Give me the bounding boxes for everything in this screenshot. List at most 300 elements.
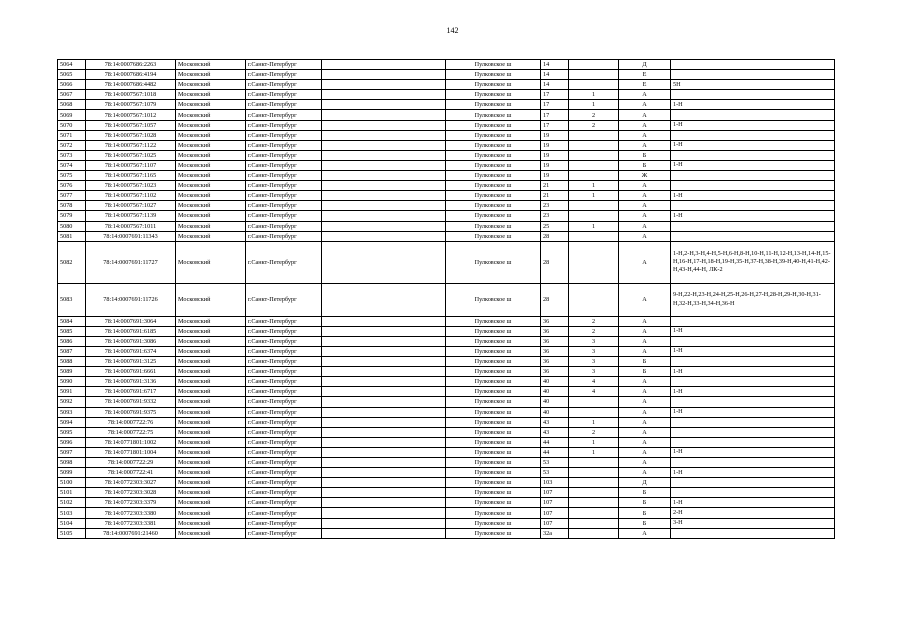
letter: А — [619, 120, 671, 130]
table-row — [58, 336, 835, 346]
house-number: 23 — [541, 201, 569, 211]
district: Московский — [176, 427, 246, 437]
street: Пулковское ш — [446, 478, 541, 488]
city: г.Санкт-Петербург — [246, 283, 322, 316]
letter: А — [619, 130, 671, 140]
cadastral-number: 78:14:0007567:1079 — [86, 100, 176, 110]
premises-note: 1-Н — [671, 211, 835, 221]
table-row — [58, 498, 835, 508]
house-number: 14 — [541, 60, 569, 70]
cadastral-number: 78:14:0007691:11727 — [86, 241, 176, 283]
empty-cell — [322, 181, 446, 191]
cadastral-number: 78:14:0007567:1012 — [86, 110, 176, 120]
table-row — [58, 417, 835, 427]
city: г.Санкт-Петербург — [246, 130, 322, 140]
city: г.Санкт-Петербург — [246, 478, 322, 488]
row-number: 5081 — [58, 231, 86, 241]
premises-note — [671, 427, 835, 437]
premises-note: 5Н — [671, 80, 835, 90]
row-number: 5067 — [58, 90, 86, 100]
house-number: 14 — [541, 80, 569, 90]
row-number: 5076 — [58, 181, 86, 191]
cadastral-number: 78:14:0007567:1025 — [86, 150, 176, 160]
street: Пулковское ш — [446, 150, 541, 160]
building-number: 2 — [569, 326, 619, 336]
district: Московский — [176, 357, 246, 367]
table-row — [58, 283, 835, 316]
house-number: 25 — [541, 221, 569, 231]
building-number — [569, 231, 619, 241]
building-number: 1 — [569, 191, 619, 201]
city: г.Санкт-Петербург — [246, 316, 322, 326]
district: Московский — [176, 191, 246, 201]
street: Пулковское ш — [446, 90, 541, 100]
district: Московский — [176, 70, 246, 80]
building-number — [569, 468, 619, 478]
cadastral-number: 78:14:0007567:1018 — [86, 90, 176, 100]
empty-cell — [322, 100, 446, 110]
premises-note — [671, 357, 835, 367]
house-number: 17 — [541, 90, 569, 100]
table-row — [58, 150, 835, 160]
empty-cell — [322, 140, 446, 150]
letter: А — [619, 90, 671, 100]
letter: А — [619, 458, 671, 468]
city: г.Санкт-Петербург — [246, 171, 322, 181]
row-number: 5088 — [58, 357, 86, 367]
table-row — [58, 357, 835, 367]
city: г.Санкт-Петербург — [246, 60, 322, 70]
empty-cell — [322, 201, 446, 211]
city: г.Санкт-Петербург — [246, 221, 322, 231]
table-row — [58, 231, 835, 241]
table-row — [58, 427, 835, 437]
house-number: 36 — [541, 336, 569, 346]
row-number: 5092 — [58, 397, 86, 407]
cadastral-number: 78:14:0007567:1023 — [86, 181, 176, 191]
building-number — [569, 407, 619, 417]
cadastral-number: 78:14:0007567:1102 — [86, 191, 176, 201]
city: г.Санкт-Петербург — [246, 498, 322, 508]
premises-note — [671, 171, 835, 181]
row-number: 5064 — [58, 60, 86, 70]
building-number — [569, 478, 619, 488]
table-row — [58, 70, 835, 80]
table-row — [58, 120, 835, 130]
table-row — [58, 346, 835, 356]
district: Московский — [176, 90, 246, 100]
street: Пулковское ш — [446, 160, 541, 170]
street: Пулковское ш — [446, 447, 541, 457]
letter: Б — [619, 160, 671, 170]
empty-cell — [322, 417, 446, 427]
city: г.Санкт-Петербург — [246, 518, 322, 528]
street: Пулковское ш — [446, 336, 541, 346]
premises-note: 1-Н — [671, 191, 835, 201]
row-number: 5103 — [58, 508, 86, 518]
city: г.Санкт-Петербург — [246, 367, 322, 377]
letter: Б — [619, 508, 671, 518]
empty-cell — [322, 508, 446, 518]
building-number: 1 — [569, 90, 619, 100]
letter: Е — [619, 80, 671, 90]
empty-cell — [322, 150, 446, 160]
registry-table — [57, 59, 835, 539]
city: г.Санкт-Петербург — [246, 160, 322, 170]
empty-cell — [322, 70, 446, 80]
empty-cell — [322, 357, 446, 367]
empty-cell — [322, 211, 446, 221]
row-number: 5095 — [58, 427, 86, 437]
street: Пулковское ш — [446, 80, 541, 90]
street: Пулковское ш — [446, 508, 541, 518]
building-number — [569, 488, 619, 498]
letter: А — [619, 231, 671, 241]
premises-note: 1-Н — [671, 407, 835, 417]
district: Московский — [176, 478, 246, 488]
premises-note — [671, 478, 835, 488]
house-number: 19 — [541, 150, 569, 160]
premises-note — [671, 397, 835, 407]
letter: А — [619, 468, 671, 478]
row-number: 5096 — [58, 437, 86, 447]
building-number — [569, 283, 619, 316]
building-number: 3 — [569, 357, 619, 367]
building-number — [569, 150, 619, 160]
street: Пулковское ш — [446, 488, 541, 498]
city: г.Санкт-Петербург — [246, 80, 322, 90]
table-row — [58, 100, 835, 110]
empty-cell — [322, 171, 446, 181]
building-number: 1 — [569, 221, 619, 231]
registry-body — [58, 60, 835, 539]
street: Пулковское ш — [446, 130, 541, 140]
letter: А — [619, 397, 671, 407]
street: Пулковское ш — [446, 283, 541, 316]
house-number: 28 — [541, 241, 569, 283]
building-number: 1 — [569, 100, 619, 110]
table-row — [58, 221, 835, 231]
city: г.Санкт-Петербург — [246, 377, 322, 387]
street: Пулковское ш — [446, 528, 541, 538]
building-number — [569, 528, 619, 538]
empty-cell — [322, 478, 446, 488]
city: г.Санкт-Петербург — [246, 70, 322, 80]
row-number: 5098 — [58, 458, 86, 468]
building-number — [569, 397, 619, 407]
table-row — [58, 140, 835, 150]
cadastral-number: 78:14:0007686:4194 — [86, 70, 176, 80]
district: Московский — [176, 326, 246, 336]
street: Пулковское ш — [446, 211, 541, 221]
district: Московский — [176, 211, 246, 221]
letter: А — [619, 283, 671, 316]
premises-note: 1-Н — [671, 468, 835, 478]
district: Московский — [176, 417, 246, 427]
city: г.Санкт-Петербург — [246, 508, 322, 518]
table-row — [58, 437, 835, 447]
building-number — [569, 241, 619, 283]
row-number: 5069 — [58, 110, 86, 120]
letter: А — [619, 377, 671, 387]
cadastral-number: 78:14:0007691:3064 — [86, 316, 176, 326]
city: г.Санкт-Петербург — [246, 140, 322, 150]
letter: А — [619, 110, 671, 120]
cadastral-number: 78:14:0007691:11726 — [86, 283, 176, 316]
house-number: 14 — [541, 70, 569, 80]
cadastral-number: 78:14:0007567:1165 — [86, 171, 176, 181]
city: г.Санкт-Петербург — [246, 201, 322, 211]
table-row — [58, 80, 835, 90]
cadastral-number: 78:14:0772303:3379 — [86, 498, 176, 508]
street: Пулковское ш — [446, 346, 541, 356]
city: г.Санкт-Петербург — [246, 458, 322, 468]
cadastral-number: 78:14:0771801:1002 — [86, 437, 176, 447]
district: Московский — [176, 231, 246, 241]
district: Московский — [176, 80, 246, 90]
cadastral-number: 78:14:0007691:11343 — [86, 231, 176, 241]
district: Московский — [176, 518, 246, 528]
building-number — [569, 80, 619, 90]
district: Московский — [176, 60, 246, 70]
cadastral-number: 78:14:0771801:1004 — [86, 447, 176, 457]
district: Московский — [176, 377, 246, 387]
city: г.Санкт-Петербург — [246, 397, 322, 407]
row-number: 5075 — [58, 171, 86, 181]
empty-cell — [322, 528, 446, 538]
row-number: 5073 — [58, 150, 86, 160]
empty-cell — [322, 377, 446, 387]
premises-note — [671, 316, 835, 326]
cadastral-number: 78:14:0007691:6185 — [86, 326, 176, 336]
building-number: 3 — [569, 367, 619, 377]
table-row — [58, 488, 835, 498]
table-row — [58, 201, 835, 211]
street: Пулковское ш — [446, 110, 541, 120]
house-number: 32а — [541, 528, 569, 538]
empty-cell — [322, 191, 446, 201]
street: Пулковское ш — [446, 518, 541, 528]
building-number — [569, 211, 619, 221]
house-number: 40 — [541, 407, 569, 417]
cadastral-number: 78:14:0007691:21460 — [86, 528, 176, 538]
street: Пулковское ш — [446, 427, 541, 437]
table-row — [58, 130, 835, 140]
street: Пулковское ш — [446, 120, 541, 130]
premises-note — [671, 130, 835, 140]
table-row — [58, 528, 835, 538]
street: Пулковское ш — [446, 70, 541, 80]
premises-note: 1-Н — [671, 160, 835, 170]
premises-note: 1-Н — [671, 387, 835, 397]
building-number — [569, 201, 619, 211]
district: Московский — [176, 140, 246, 150]
street: Пулковское ш — [446, 221, 541, 231]
table-row — [58, 508, 835, 518]
district: Московский — [176, 447, 246, 457]
district: Московский — [176, 367, 246, 377]
building-number — [569, 160, 619, 170]
row-number: 5085 — [58, 326, 86, 336]
premises-note — [671, 528, 835, 538]
street: Пулковское ш — [446, 326, 541, 336]
letter: Б — [619, 488, 671, 498]
city: г.Санкт-Петербург — [246, 326, 322, 336]
building-number: 3 — [569, 336, 619, 346]
premises-note: 1-Н — [671, 100, 835, 110]
city: г.Санкт-Петербург — [246, 346, 322, 356]
letter: А — [619, 221, 671, 231]
letter: А — [619, 336, 671, 346]
street: Пулковское ш — [446, 316, 541, 326]
cadastral-number: 78:14:0007691:6661 — [86, 367, 176, 377]
row-number: 5068 — [58, 100, 86, 110]
empty-cell — [322, 241, 446, 283]
row-number: 5070 — [58, 120, 86, 130]
district: Московский — [176, 498, 246, 508]
row-number: 5097 — [58, 447, 86, 457]
row-number: 5083 — [58, 283, 86, 316]
building-number: 4 — [569, 377, 619, 387]
table-row — [58, 518, 835, 528]
house-number: 36 — [541, 326, 569, 336]
empty-cell — [322, 326, 446, 336]
cadastral-number: 78:14:0007722:76 — [86, 417, 176, 427]
building-number: 2 — [569, 110, 619, 120]
city: г.Санкт-Петербург — [246, 417, 322, 427]
letter: А — [619, 181, 671, 191]
letter: А — [619, 140, 671, 150]
letter: А — [619, 427, 671, 437]
empty-cell — [322, 488, 446, 498]
district: Московский — [176, 437, 246, 447]
row-number: 5100 — [58, 478, 86, 488]
cadastral-number: 78:14:0007691:6717 — [86, 387, 176, 397]
street: Пулковское ш — [446, 367, 541, 377]
city: г.Санкт-Петербург — [246, 387, 322, 397]
letter: А — [619, 437, 671, 447]
street: Пулковское ш — [446, 60, 541, 70]
street: Пулковское ш — [446, 171, 541, 181]
cadastral-number: 78:14:0007567:1122 — [86, 140, 176, 150]
empty-cell — [322, 397, 446, 407]
letter: Д — [619, 478, 671, 488]
house-number: 103 — [541, 478, 569, 488]
house-number: 44 — [541, 437, 569, 447]
district: Московский — [176, 221, 246, 231]
street: Пулковское ш — [446, 458, 541, 468]
letter: Е — [619, 70, 671, 80]
row-number: 5079 — [58, 211, 86, 221]
building-number: 1 — [569, 437, 619, 447]
city: г.Санкт-Петербург — [246, 336, 322, 346]
table-row — [58, 407, 835, 417]
empty-cell — [322, 427, 446, 437]
letter: А — [619, 528, 671, 538]
city: г.Санкт-Петербург — [246, 407, 322, 417]
city: г.Санкт-Петербург — [246, 211, 322, 221]
table-row — [58, 241, 835, 283]
empty-cell — [322, 498, 446, 508]
row-number: 5078 — [58, 201, 86, 211]
table-row — [58, 90, 835, 100]
house-number: 36 — [541, 357, 569, 367]
district: Московский — [176, 397, 246, 407]
empty-cell — [322, 316, 446, 326]
row-number: 5102 — [58, 498, 86, 508]
table-row — [58, 171, 835, 181]
empty-cell — [322, 447, 446, 457]
house-number: 19 — [541, 140, 569, 150]
district: Московский — [176, 458, 246, 468]
letter: Ж — [619, 171, 671, 181]
premises-note — [671, 201, 835, 211]
building-number — [569, 60, 619, 70]
building-number: 2 — [569, 316, 619, 326]
premises-note: 1-Н — [671, 326, 835, 336]
empty-cell — [322, 387, 446, 397]
district: Московский — [176, 468, 246, 478]
table-row — [58, 377, 835, 387]
table-row — [58, 191, 835, 201]
street: Пулковское ш — [446, 181, 541, 191]
table-row — [58, 387, 835, 397]
table-row — [58, 316, 835, 326]
letter: А — [619, 387, 671, 397]
cadastral-number: 78:14:0007567:1028 — [86, 130, 176, 140]
cadastral-number: 78:14:0007567:1139 — [86, 211, 176, 221]
building-number: 2 — [569, 120, 619, 130]
cadastral-number: 78:14:0007567:1057 — [86, 120, 176, 130]
letter: Б — [619, 518, 671, 528]
house-number: 17 — [541, 100, 569, 110]
street: Пулковское ш — [446, 231, 541, 241]
cadastral-number: 78:14:0772303:3381 — [86, 518, 176, 528]
table-row — [58, 397, 835, 407]
building-number: 1 — [569, 447, 619, 457]
cadastral-number: 78:14:0772303:3028 — [86, 488, 176, 498]
house-number: 43 — [541, 417, 569, 427]
cadastral-number: 78:14:0007722:41 — [86, 468, 176, 478]
table-row — [58, 60, 835, 70]
street: Пулковское ш — [446, 191, 541, 201]
row-number: 5099 — [58, 468, 86, 478]
house-number: 36 — [541, 346, 569, 356]
district: Московский — [176, 171, 246, 181]
house-number: 17 — [541, 120, 569, 130]
house-number: 107 — [541, 498, 569, 508]
building-number: 4 — [569, 387, 619, 397]
city: г.Санкт-Петербург — [246, 447, 322, 457]
letter: А — [619, 191, 671, 201]
house-number: 28 — [541, 231, 569, 241]
empty-cell — [322, 130, 446, 140]
empty-cell — [322, 120, 446, 130]
district: Московский — [176, 336, 246, 346]
city: г.Санкт-Петербург — [246, 528, 322, 538]
house-number: 40 — [541, 397, 569, 407]
row-number: 5072 — [58, 140, 86, 150]
row-number: 5087 — [58, 346, 86, 356]
empty-cell — [322, 221, 446, 231]
building-number — [569, 458, 619, 468]
house-number: 40 — [541, 387, 569, 397]
district: Московский — [176, 110, 246, 120]
city: г.Санкт-Петербург — [246, 241, 322, 283]
premises-note — [671, 221, 835, 231]
house-number: 53 — [541, 468, 569, 478]
letter: А — [619, 407, 671, 417]
